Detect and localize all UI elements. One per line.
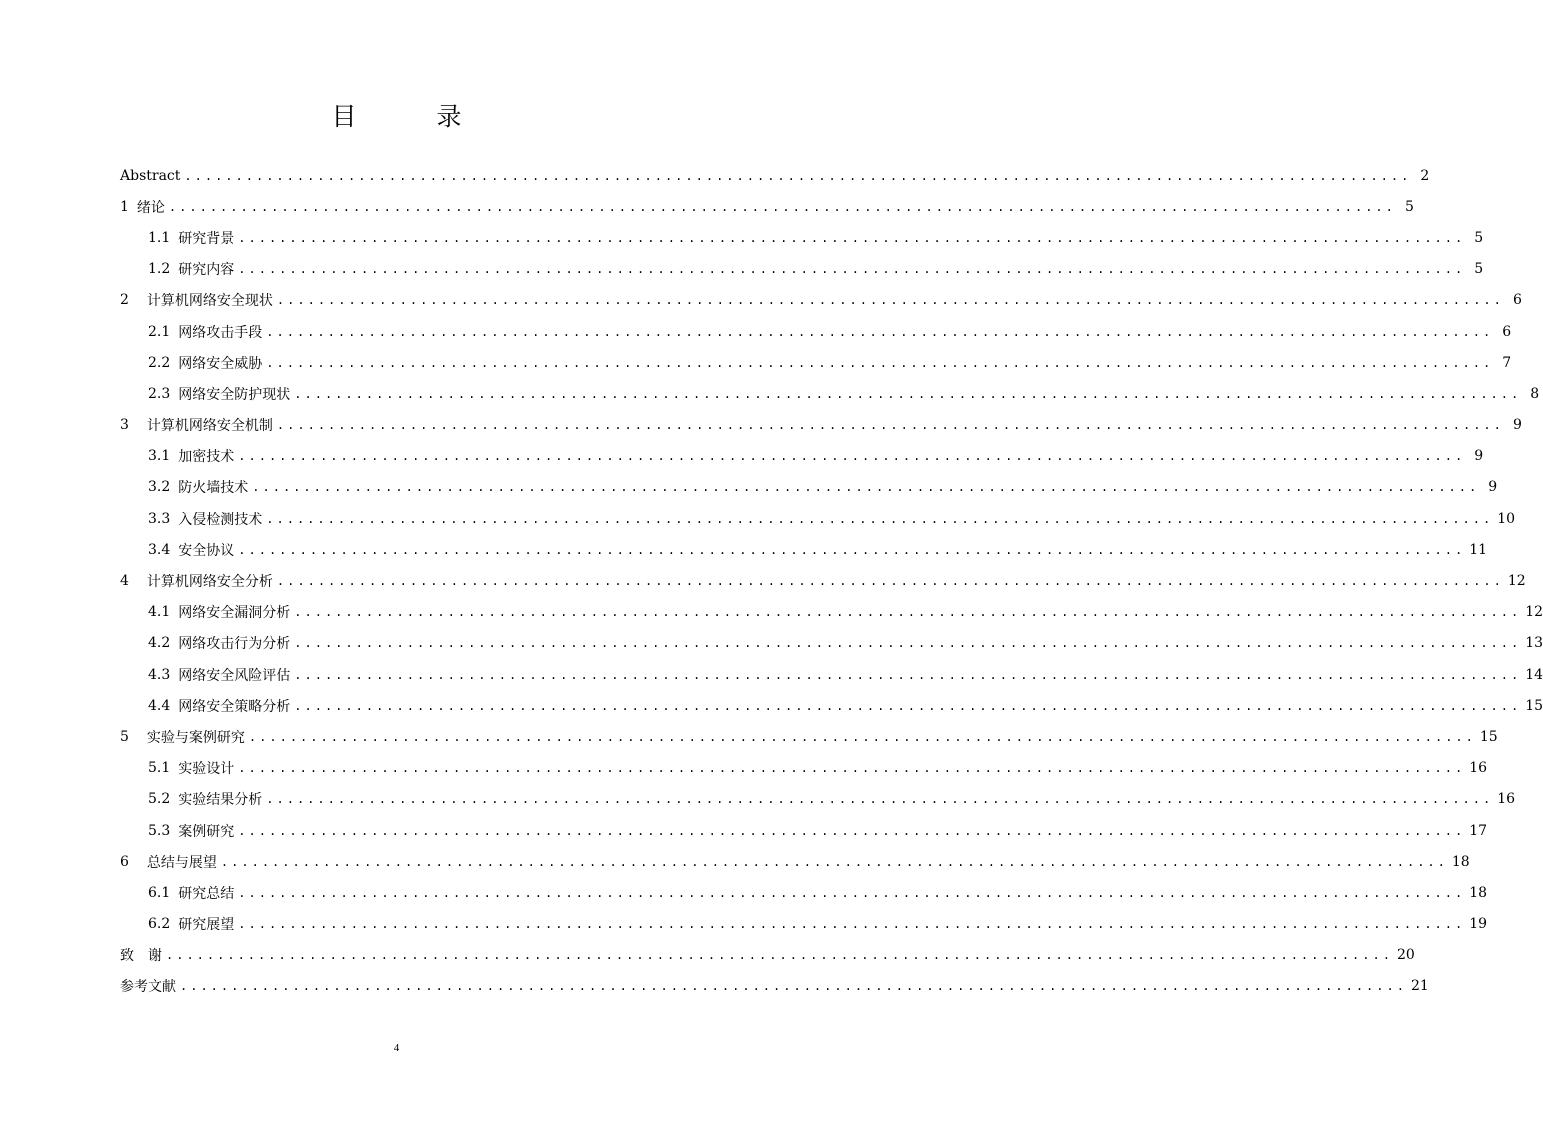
- toc-entry-number: 4.1: [148, 604, 171, 621]
- dot-leader: ........................................................................................................................: [294, 636, 1522, 651]
- toc-entry-label: 网络安全策略分析: [178, 698, 291, 715]
- toc-entry-page: 9: [1488, 479, 1498, 496]
- toc-entry-page: 11: [1469, 541, 1488, 558]
- toc-entry-number: 4.2: [148, 635, 171, 652]
- dot-leader: ........................................................................................................................: [294, 698, 1522, 713]
- toc-entry-label: 绪论: [136, 199, 165, 216]
- toc-entry-number: 4.4: [148, 697, 171, 714]
- dot-leader: ........................................................................................................................: [294, 605, 1522, 620]
- toc-entry-number: 5.1: [148, 760, 171, 777]
- toc-entry-number: 2: [120, 292, 129, 309]
- toc-entry-number: 5.2: [148, 791, 171, 808]
- toc-entry-label: 实验与案例研究: [146, 729, 245, 746]
- toc-entry[interactable]: [120, 877, 1488, 908]
- toc-entry-page: 5: [1474, 261, 1484, 278]
- toc-entry[interactable]: [120, 285, 1522, 316]
- toc-entry-label: 致 谢: [120, 948, 162, 965]
- toc-entry-page: 2: [1420, 167, 1430, 184]
- toc-entry-label: 研究背景: [178, 230, 235, 247]
- dot-leader: ........................................................................................................................: [238, 761, 1466, 776]
- toc-entry[interactable]: [120, 597, 1543, 628]
- toc-entry[interactable]: [120, 565, 1526, 596]
- toc-entry-label: 参考文献: [120, 979, 176, 996]
- toc-entry-number: 4: [120, 573, 129, 590]
- toc-entry[interactable]: [120, 222, 1484, 253]
- toc-entry[interactable]: [120, 160, 1430, 191]
- toc-entry[interactable]: [120, 534, 1488, 565]
- toc-entry[interactable]: [120, 347, 1512, 378]
- toc-entry-label: 安全协议: [178, 542, 235, 559]
- dot-leader: ........................................................................................................................: [276, 418, 1504, 433]
- toc-entry-number: 1: [120, 198, 129, 215]
- toc-entry-label: 加密技术: [178, 449, 235, 466]
- toc-entry-number: 6.2: [148, 916, 171, 933]
- dot-leader: ........................................................................................................................: [238, 917, 1466, 932]
- toc-entry-number: 4.3: [148, 666, 171, 683]
- toc-entry[interactable]: [120, 316, 1512, 347]
- toc-entry-page: 12: [1525, 604, 1543, 621]
- toc-entry-number: 2.3: [148, 385, 171, 402]
- dot-leader: ........................................................................................................................: [276, 574, 1504, 589]
- toc-entry-page: 6: [1512, 292, 1522, 309]
- toc-entry[interactable]: [120, 628, 1543, 659]
- toc-entry-page: 15: [1525, 697, 1543, 714]
- toc-entry-page: 8: [1530, 385, 1540, 402]
- toc-entry-label: 网络攻击行为分析: [178, 636, 291, 653]
- toc-entry[interactable]: [120, 659, 1543, 690]
- toc-entry[interactable]: [120, 721, 1498, 752]
- toc-entry-number: 6: [120, 853, 129, 870]
- toc-entry[interactable]: [120, 971, 1429, 1002]
- toc-entry-label: 网络安全防护现状: [178, 386, 291, 403]
- dot-leader: ........................................................................................................................: [180, 979, 1407, 994]
- toc-entry-label: 防火墙技术: [178, 480, 249, 497]
- toc-entry-label: 计算机网络安全现状: [146, 293, 273, 310]
- toc-entry-label: 网络安全漏洞分析: [178, 605, 291, 622]
- toc-entry-number: 3.4: [148, 541, 171, 558]
- toc-entry[interactable]: [120, 784, 1516, 815]
- toc-entry-page: 5: [1404, 198, 1414, 215]
- toc-entry-number: 2.2: [148, 354, 171, 371]
- toc-entry-label: 研究内容: [178, 262, 235, 279]
- toc-entry-number: 1.1: [148, 229, 171, 246]
- toc-entry[interactable]: [120, 191, 1414, 222]
- toc-entry-page: 16: [1497, 791, 1516, 808]
- toc-entry-label: 研究展望: [178, 917, 235, 934]
- toc-entry-label: 网络攻击手段: [178, 324, 263, 341]
- toc-entry-number: 2.1: [148, 323, 171, 340]
- toc-entry-page: 19: [1469, 916, 1488, 933]
- toc-entry[interactable]: [120, 441, 1484, 472]
- toc-entry[interactable]: [120, 846, 1470, 877]
- dot-leader: ........................................................................................................................: [294, 386, 1522, 401]
- toc-entry-page: 6: [1502, 323, 1512, 340]
- dot-leader: ........................................................................................................................: [294, 667, 1522, 682]
- toc-entry-number: 3: [120, 417, 129, 434]
- toc-entry-label: 网络安全威胁: [178, 355, 263, 372]
- toc-entry-label: 实验结果分析: [178, 792, 263, 809]
- toc-entry-number: 3.3: [148, 510, 171, 527]
- table-of-contents: [120, 160, 1543, 1002]
- toc-entry-page: 18: [1451, 853, 1470, 870]
- dot-leader: ........................................................................................................................: [166, 948, 1393, 963]
- dot-leader: ........................................................................................................................: [266, 792, 1494, 807]
- page-title: 目 录: [331, 102, 498, 131]
- dot-leader: ........................................................................................................................: [252, 480, 1480, 495]
- toc-entry-label: 计算机网络安全分析: [146, 574, 273, 591]
- toc-entry-label: 研究总结: [178, 885, 235, 902]
- toc-entry-label: 入侵检测技术: [178, 511, 263, 528]
- dot-leader: ........................................................................................................................: [276, 293, 1504, 308]
- toc-entry[interactable]: [120, 815, 1488, 846]
- dot-leader: ........................................................................................................................: [238, 230, 1466, 245]
- toc-entry-label: 案例研究: [178, 823, 235, 840]
- toc-entry-label: 计算机网络安全机制: [146, 418, 273, 435]
- toc-entry-page: 21: [1410, 978, 1429, 995]
- toc-entry[interactable]: [120, 378, 1540, 409]
- dot-leader: ........................................................................................................................: [238, 262, 1466, 277]
- dot-leader: ........................................................................................................................: [238, 542, 1466, 557]
- toc-entry[interactable]: [120, 940, 1415, 971]
- toc-entry-number: 5: [120, 728, 129, 745]
- toc-entry[interactable]: [120, 909, 1488, 940]
- dot-leader: ........................................................................................................................: [266, 355, 1494, 370]
- dot-leader: ........................................................................................................................: [184, 168, 1412, 183]
- toc-entry[interactable]: [120, 472, 1498, 503]
- toc-entry[interactable]: [120, 254, 1484, 285]
- toc-entry-page: 10: [1497, 510, 1516, 527]
- toc-entry-page: 15: [1479, 728, 1498, 745]
- toc-entry-number: 5.3: [148, 822, 171, 839]
- toc-entry[interactable]: [120, 503, 1516, 534]
- toc-entry-page: 13: [1525, 635, 1543, 652]
- dot-leader: ........................................................................................................................: [238, 823, 1466, 838]
- toc-entry[interactable]: [120, 410, 1522, 441]
- toc-entry[interactable]: [120, 690, 1543, 721]
- dot-leader: ........................................................................................................................: [266, 511, 1494, 526]
- toc-entry-number: 3.1: [148, 448, 171, 465]
- dot-leader: ........................................................................................................................: [266, 324, 1494, 339]
- toc-entry-page: 12: [1507, 573, 1526, 590]
- dot-leader: ........................................................................................................................: [238, 449, 1466, 464]
- toc-entry-page: 16: [1469, 760, 1488, 777]
- dot-leader: ........................................................................................................................: [220, 854, 1448, 869]
- toc-entry-page: 7: [1502, 354, 1512, 371]
- dot-leader: ........................................................................................................................: [168, 199, 1396, 214]
- toc-entry-page: 20: [1396, 947, 1415, 964]
- toc-entry-number: 6.1: [148, 884, 171, 901]
- toc-entry-page: 5: [1474, 229, 1484, 246]
- toc-entry-page: 9: [1512, 417, 1522, 434]
- toc-entry[interactable]: [120, 753, 1488, 784]
- toc-entry-label: 网络安全风险评估: [178, 667, 291, 684]
- dot-leader: ........................................................................................................................: [238, 885, 1466, 900]
- toc-entry-page: 18: [1469, 884, 1488, 901]
- toc-entry-number: 3.2: [148, 479, 171, 496]
- toc-entry-page: 14: [1525, 666, 1543, 683]
- toc-entry-label: 实验设计: [178, 761, 235, 778]
- page-number: 4: [393, 1042, 400, 1054]
- toc-entry-page: 9: [1474, 448, 1484, 465]
- dot-leader: ........................................................................................................................: [248, 729, 1476, 744]
- toc-entry-label: 总结与展望: [146, 854, 217, 871]
- toc-entry-label: Abstract: [120, 167, 181, 184]
- toc-entry-number: 1.2: [148, 261, 171, 278]
- toc-entry-page: 17: [1469, 822, 1488, 839]
